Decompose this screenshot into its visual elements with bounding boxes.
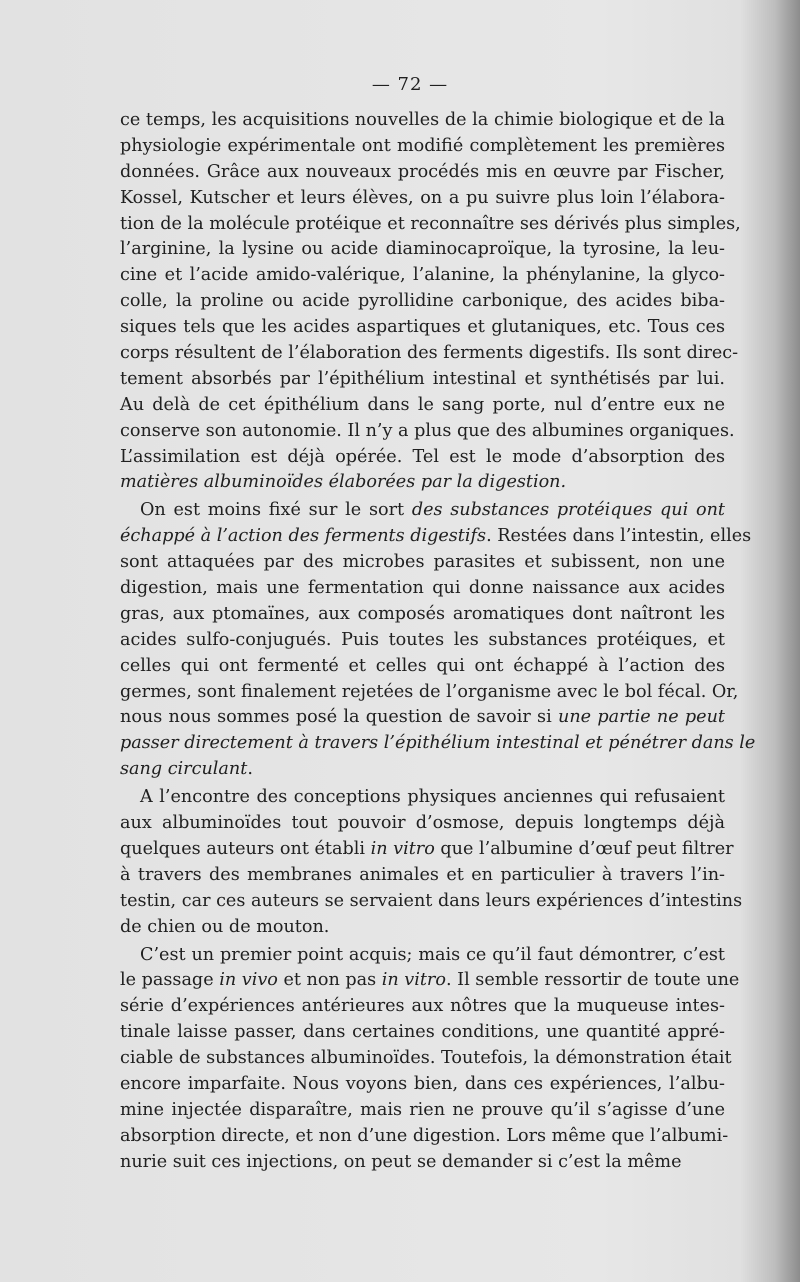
text-run: siques tels que les acides aspartiques et glutaniques, etc. Tous ces xyxy=(120,317,725,338)
text-line xyxy=(120,160,725,186)
text-line xyxy=(120,837,734,863)
text-line xyxy=(120,419,735,445)
text-run: Au delà de cet épithélium dans le sang porte, nul d’entre eux ne xyxy=(120,394,725,415)
text-run: corps résultent de l’élaboration des ferments digestifs. Ils sont direc- xyxy=(120,343,739,364)
text-run: quelques auteurs ont établi xyxy=(120,838,371,859)
italic-run: une partie ne peut xyxy=(558,707,726,728)
text-run: cine et l’acide amido-valérique, l’alanine, la phénylanine, la glyco- xyxy=(120,265,725,286)
text-line xyxy=(120,289,725,315)
text-run: . Restées dans l’intestin, elles xyxy=(486,526,752,547)
text-run: et non pas xyxy=(277,970,382,991)
text-run: digestion, mais une fermentation qui donne naissance aux acides xyxy=(120,578,725,599)
text-run: gras, aux ptomaïnes, aux composés aromatiques dont naîtront les xyxy=(120,603,725,624)
italic-run: in vitro xyxy=(381,970,446,991)
text-run: série d’expériences antérieures aux nôtres que la muqueuse intes- xyxy=(120,996,725,1017)
paragraph xyxy=(120,498,756,783)
text-line xyxy=(120,576,725,602)
text-line xyxy=(120,212,741,238)
text-run: mine injectée disparaître, mais rien ne prouve qu’il s’agisse d’une xyxy=(120,1099,725,1120)
text-line xyxy=(120,628,725,654)
paragraph xyxy=(120,943,740,1176)
text-line xyxy=(120,785,725,811)
italic-run: échappé à l’action des ferments digestifs xyxy=(120,526,487,547)
text-run: ce temps, les acquisitions nouvelles de la chimie biologique et de la xyxy=(120,110,725,130)
text-line xyxy=(120,108,725,134)
text-run: que l’albumine d’œuf peut filtrer xyxy=(434,838,734,859)
text-line xyxy=(120,134,725,160)
text-line xyxy=(120,968,740,994)
text-run: On est moins fixé sur le sort xyxy=(140,500,412,521)
text-line xyxy=(120,915,725,941)
page-body-text xyxy=(120,108,756,1176)
text-run: colle, la proline ou acide pyrollidine carbonique, des acides biba- xyxy=(120,291,725,312)
text-run: encore imparfaite. Nous voyons bien, dans ces expériences, l’albu- xyxy=(120,1073,725,1094)
text-run: physiologie expérimentale ont modifié complètement les premières xyxy=(120,135,725,156)
italic-run: passer directement à travers l’épithélium intestinal et pénétrer dans le xyxy=(120,733,756,754)
text-run: ciable de substances albuminoïdes. Toutefois, la démonstration était xyxy=(120,1048,732,1069)
italic-run: des substances protéiques qui ont xyxy=(411,500,725,521)
text-line xyxy=(120,550,725,576)
text-line xyxy=(120,889,743,915)
text-line xyxy=(120,263,725,289)
text-line xyxy=(120,654,725,680)
text-run: tement absorbés par l’épithélium intestinal et synthétisés par lui. xyxy=(120,368,725,389)
text-run: testin, car ces auteurs se servaient dans leurs expériences d’intestins xyxy=(120,890,743,911)
text-run: L’assimilation est déjà opérée. Tel est le mode d’absorption des xyxy=(120,446,725,467)
text-line xyxy=(120,811,725,837)
text-line xyxy=(120,680,739,706)
text-run: sont attaquées par des microbes parasites et subissent, non une xyxy=(120,552,725,573)
text-line xyxy=(120,731,756,757)
text-line xyxy=(120,524,752,550)
text-line xyxy=(120,757,725,783)
text-line xyxy=(120,705,725,731)
text-run: tion de la molécule protéique et reconnaître ses dérivés plus simples, xyxy=(120,213,741,234)
paragraph xyxy=(120,785,743,940)
text-run: aux albuminoïdes tout pouvoir d’osmose, depuis longtemps déjà xyxy=(120,813,725,834)
text-run: nurie suit ces injections, on peut se demander si c’est la même xyxy=(120,1151,682,1172)
text-run: Kossel, Kutscher et leurs élèves, on a pu suivre plus loin l’élabora- xyxy=(120,187,725,208)
text-run: celles qui ont fermenté et celles qui ont échappé à l’action des xyxy=(120,655,725,676)
text-run: à travers des membranes animales et en particulier à travers l’in- xyxy=(120,864,725,885)
text-line xyxy=(120,470,725,496)
text-line xyxy=(120,393,725,419)
text-run: données. Grâce aux nouveaux procédés mis en œuvre par Fischer, xyxy=(120,161,725,182)
text-line xyxy=(120,1020,725,1046)
text-run: A l’encontre des conceptions physiques anciennes qui refusaient xyxy=(140,787,725,808)
text-line xyxy=(120,1046,732,1072)
text-run: germes, sont finalement rejetées de l’organisme avec le bol fécal. Or, xyxy=(120,681,739,702)
text-line xyxy=(120,341,739,367)
text-line xyxy=(120,1098,725,1124)
text-line xyxy=(120,1124,729,1150)
text-line xyxy=(120,445,725,471)
text-run: acides sulfo-conjugués. Puis toutes les substances protéiques, et xyxy=(120,629,725,650)
text-line xyxy=(120,367,725,393)
text-line xyxy=(120,863,725,889)
text-run: . xyxy=(247,759,253,780)
text-line xyxy=(120,602,725,628)
italic-run: in vitro xyxy=(370,838,435,859)
text-run: conserve son autonomie. Il n’y a plus que des albumines organiques. xyxy=(120,420,735,441)
text-line xyxy=(120,498,725,524)
text-line xyxy=(120,1072,725,1098)
italic-run: sang circulant xyxy=(120,759,248,780)
italic-run: matières albuminoïdes élaborées par la digestion. xyxy=(120,472,567,493)
text-run: le passage xyxy=(120,970,220,991)
text-run: l’arginine, la lysine ou acide diaminocaproïque, la tyrosine, la leu- xyxy=(120,239,725,260)
text-line xyxy=(120,237,725,263)
text-line xyxy=(120,943,725,969)
page-number: — 72 — xyxy=(371,74,449,95)
paragraph xyxy=(120,108,741,496)
text-line xyxy=(120,315,725,341)
text-run: absorption directe, et non d’une digestion. Lors même que l’albumi- xyxy=(120,1125,729,1146)
italic-run: in vivo xyxy=(219,970,278,991)
text-run: de chien ou de mouton. xyxy=(120,916,330,937)
text-run: tinale laisse passer, dans certaines conditions, une quantité appré- xyxy=(120,1022,725,1043)
text-run: C’est un premier point acquis; mais ce qu’il faut démontrer, c’est xyxy=(140,944,725,965)
text-line xyxy=(120,994,725,1020)
text-line xyxy=(120,1150,725,1176)
text-run: nous nous sommes posé la question de savoir si xyxy=(120,707,558,728)
text-run: . Il semble ressortir de toute une xyxy=(445,970,740,991)
text-line xyxy=(120,186,725,212)
